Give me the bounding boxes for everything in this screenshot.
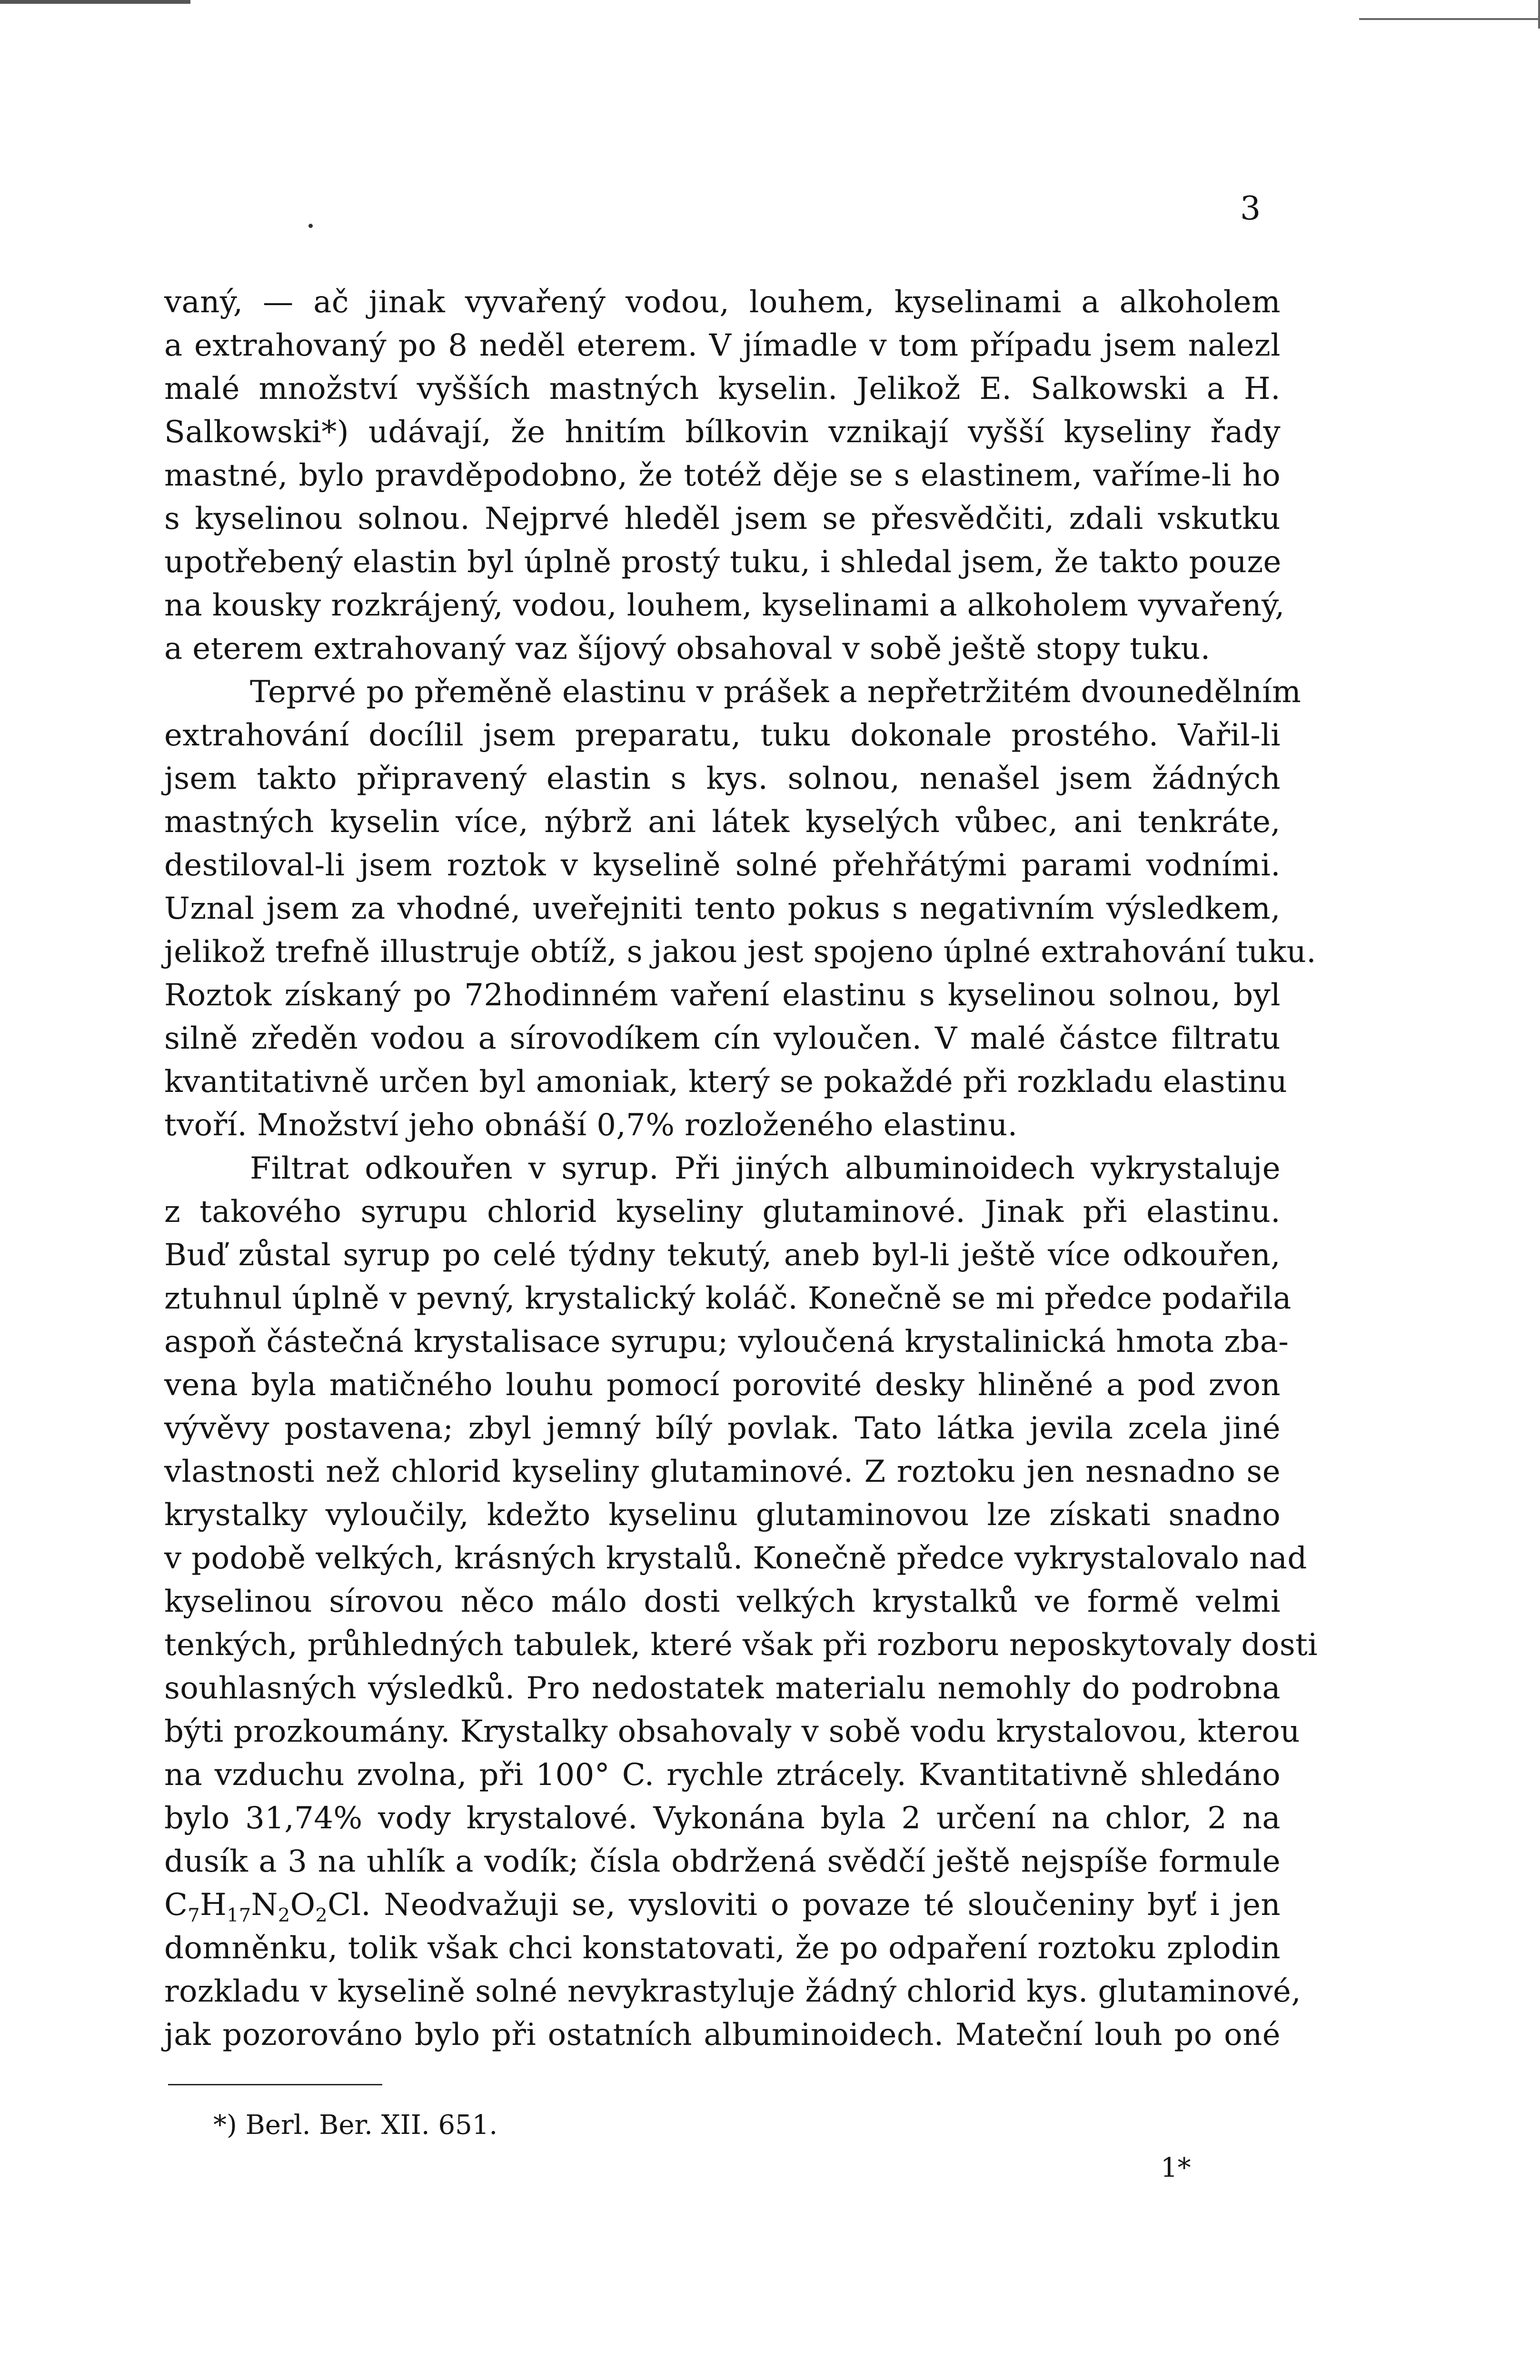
text-line: Buď zůstal syrup po celé týdny tekutý, aneb byl-li ještě více odkouřen, — [164, 1238, 1281, 1273]
text-line: krystalky vyloučily, kdežto kyselinu glutaminovou lze získati snadno — [164, 1497, 1281, 1533]
paragraph-start: Filtrat odkouřen v syrup. Při jiných albuminoidech vykrystaluje — [250, 1151, 1281, 1186]
footnote-rule — [168, 2084, 382, 2085]
formula-n: N — [251, 1887, 278, 1923]
formula-c: C — [164, 1887, 188, 1923]
formula-h: H — [200, 1887, 227, 1923]
text-line: mastné, bylo pravděpodobno, že totéž děje se s elastinem, vaříme-li ho — [164, 458, 1281, 493]
text-line: souhlasných výsledků. Pro nedostatek materialu nemohly do podrobna — [164, 1671, 1281, 1706]
text-line: vlastnosti než chlorid kyseliny glutaminové. Z roztoku jen nesnadno se — [164, 1454, 1281, 1489]
text-line: vývěvy postavena; zbyl jemný bílý povlak. Tato látka jevila zcela jiné — [164, 1411, 1281, 1446]
text-line: v podobě velkých, krásných krystalů. Konečně předce vykrystalovalo nad — [164, 1541, 1307, 1576]
formula-n-subscript: 2 — [278, 1904, 290, 1926]
text-line: jelikož trefně illustruje obtíž, s jakou jest spojeno úplné extrahování tuku. — [164, 934, 1317, 970]
text-line: s kyselinou solnou. Nejprvé hleděl jsem se přesvědčiti, zdali vskutku — [164, 501, 1281, 536]
paragraph-start: Teprvé po přeměně elastinu v prášek a nepřetržitém dvounedělním — [250, 674, 1302, 710]
formula-line — [164, 1884, 1281, 1927]
text-line: upotřebený elastin byl úplně prostý tuku, i shledal jsem, že takto pouze — [164, 545, 1282, 580]
text-line: domněnku, tolik však chci konstatovati, že po odpaření roztoku zplodin — [164, 1931, 1281, 1966]
text-line: malé množství vyšších mastných kyselin. Jelikož E. Salkowski a H. — [164, 371, 1281, 407]
formula-cl: Cl — [328, 1887, 361, 1923]
text-line: ztuhnul úplně v pevný, krystalický koláč. Konečně se mi předce podařila — [164, 1281, 1292, 1316]
formula-o: O — [290, 1887, 316, 1923]
text-line: aspoň částečná krystalisace syrupu; vyloučená krystalinická hmota zba- — [164, 1324, 1289, 1359]
text-line: destiloval-li jsem roztok v kyselině solné přehřátými parami vodními. — [164, 848, 1281, 883]
text-line: Roztok získaný po 72hodinném vaření elastinu s kyselinou solnou, byl — [164, 978, 1281, 1013]
page-number: 3 — [1240, 190, 1261, 228]
formula-line-rest: . Neodvažuji se, vysloviti o povaze té sloučeniny byť i jen — [361, 1887, 1281, 1923]
text-line: tenkých, průhledných tabulek, které však při rozboru neposkytovaly dosti — [164, 1627, 1318, 1663]
text-line: a eterem extrahovaný vaz šíjový obsahoval v sobě ještě stopy tuku. — [164, 631, 1211, 666]
formula-h-subscript: 17 — [227, 1904, 251, 1926]
text-line: na kousky rozkrájený, vodou, louhem, kyselinami a alkoholem vyvařený, — [164, 588, 1285, 623]
text-line: vena byla matičného louhu pomocí porovité desky hliněné a pod zvon — [164, 1368, 1281, 1403]
formula-c-subscript: 7 — [188, 1904, 200, 1926]
text-line: jak pozorováno bylo při ostatních albuminoidech. Mateční louh po oné — [164, 2017, 1281, 2053]
footnote: *) Berl. Ber. XII. 651. — [213, 2110, 498, 2141]
body-text — [164, 281, 1318, 2057]
text-line: a extrahovaný po 8 neděl eterem. V jímadle v tom případu jsem nalezl — [164, 328, 1281, 363]
scan-edge-tick — [1538, 0, 1540, 29]
text-line: mastných kyselin více, nýbrž ani látek kyselých vůbec, ani tenkráte, — [164, 804, 1281, 840]
text-line: z takového syrupu chlorid kyseliny glutaminové. Jinak při elastinu. — [164, 1194, 1281, 1230]
formula-o-subscript: 2 — [315, 1904, 328, 1926]
text-line: kvantitativně určen byl amoniak, který se pokaždé při rozkladu elastinu — [164, 1064, 1288, 1100]
text-line: bylo 31,74% vody krystalové. Vykonána byla 2 určení na chlor, 2 na — [164, 1801, 1281, 1836]
text-line: vaný, — ač jinak vyvařený vodou, louhem, kyselinami a alkoholem — [164, 285, 1281, 320]
text-line: extrahování docílil jsem preparatu, tuku dokonale prostého. Vařil-li — [164, 718, 1281, 753]
text-line: silně zředěn vodou a sírovodíkem cín vyloučen. V malé částce filtratu — [164, 1021, 1281, 1056]
scan-edge-mark — [1359, 18, 1540, 20]
text-line: Uznal jsem za vhodné, uveřejniti tento pokus s negativním výsledkem, — [164, 891, 1281, 926]
text-line: Salkowski*) udávají, že hnitím bílkovin vznikají vyšší kyseliny řady — [164, 415, 1281, 450]
text-line: dusík a 3 na uhlík a vodík; čísla obdržená svědčí ještě nejspíše formule — [164, 1844, 1281, 1879]
scan-corner-mark — [0, 0, 190, 4]
text-line: na vzduchu zvolna, při 100° C. rychle ztrácely. Kvantitativně shledáno — [164, 1757, 1281, 1793]
sheet-marker: 1* — [1161, 2152, 1191, 2183]
text-line: rozkladu v kyselině solné nevykrastyluje žádný chlorid kys. glutaminové, — [164, 1974, 1302, 2009]
text-line: býti prozkoumány. Krystalky obsahovaly v sobě vodu krystalovou, kterou — [164, 1714, 1300, 1749]
text-line: tvoří. Množství jeho obnáší 0,7% rozloženého elastinu. — [164, 1108, 1018, 1143]
text-line: jsem takto připravený elastin s kys. solnou, nenašel jsem žádných — [164, 761, 1281, 796]
scan-speck — [308, 224, 313, 228]
text-line: kyselinou sírovou něco málo dosti velkých krystalků ve formě velmi — [164, 1584, 1281, 1619]
